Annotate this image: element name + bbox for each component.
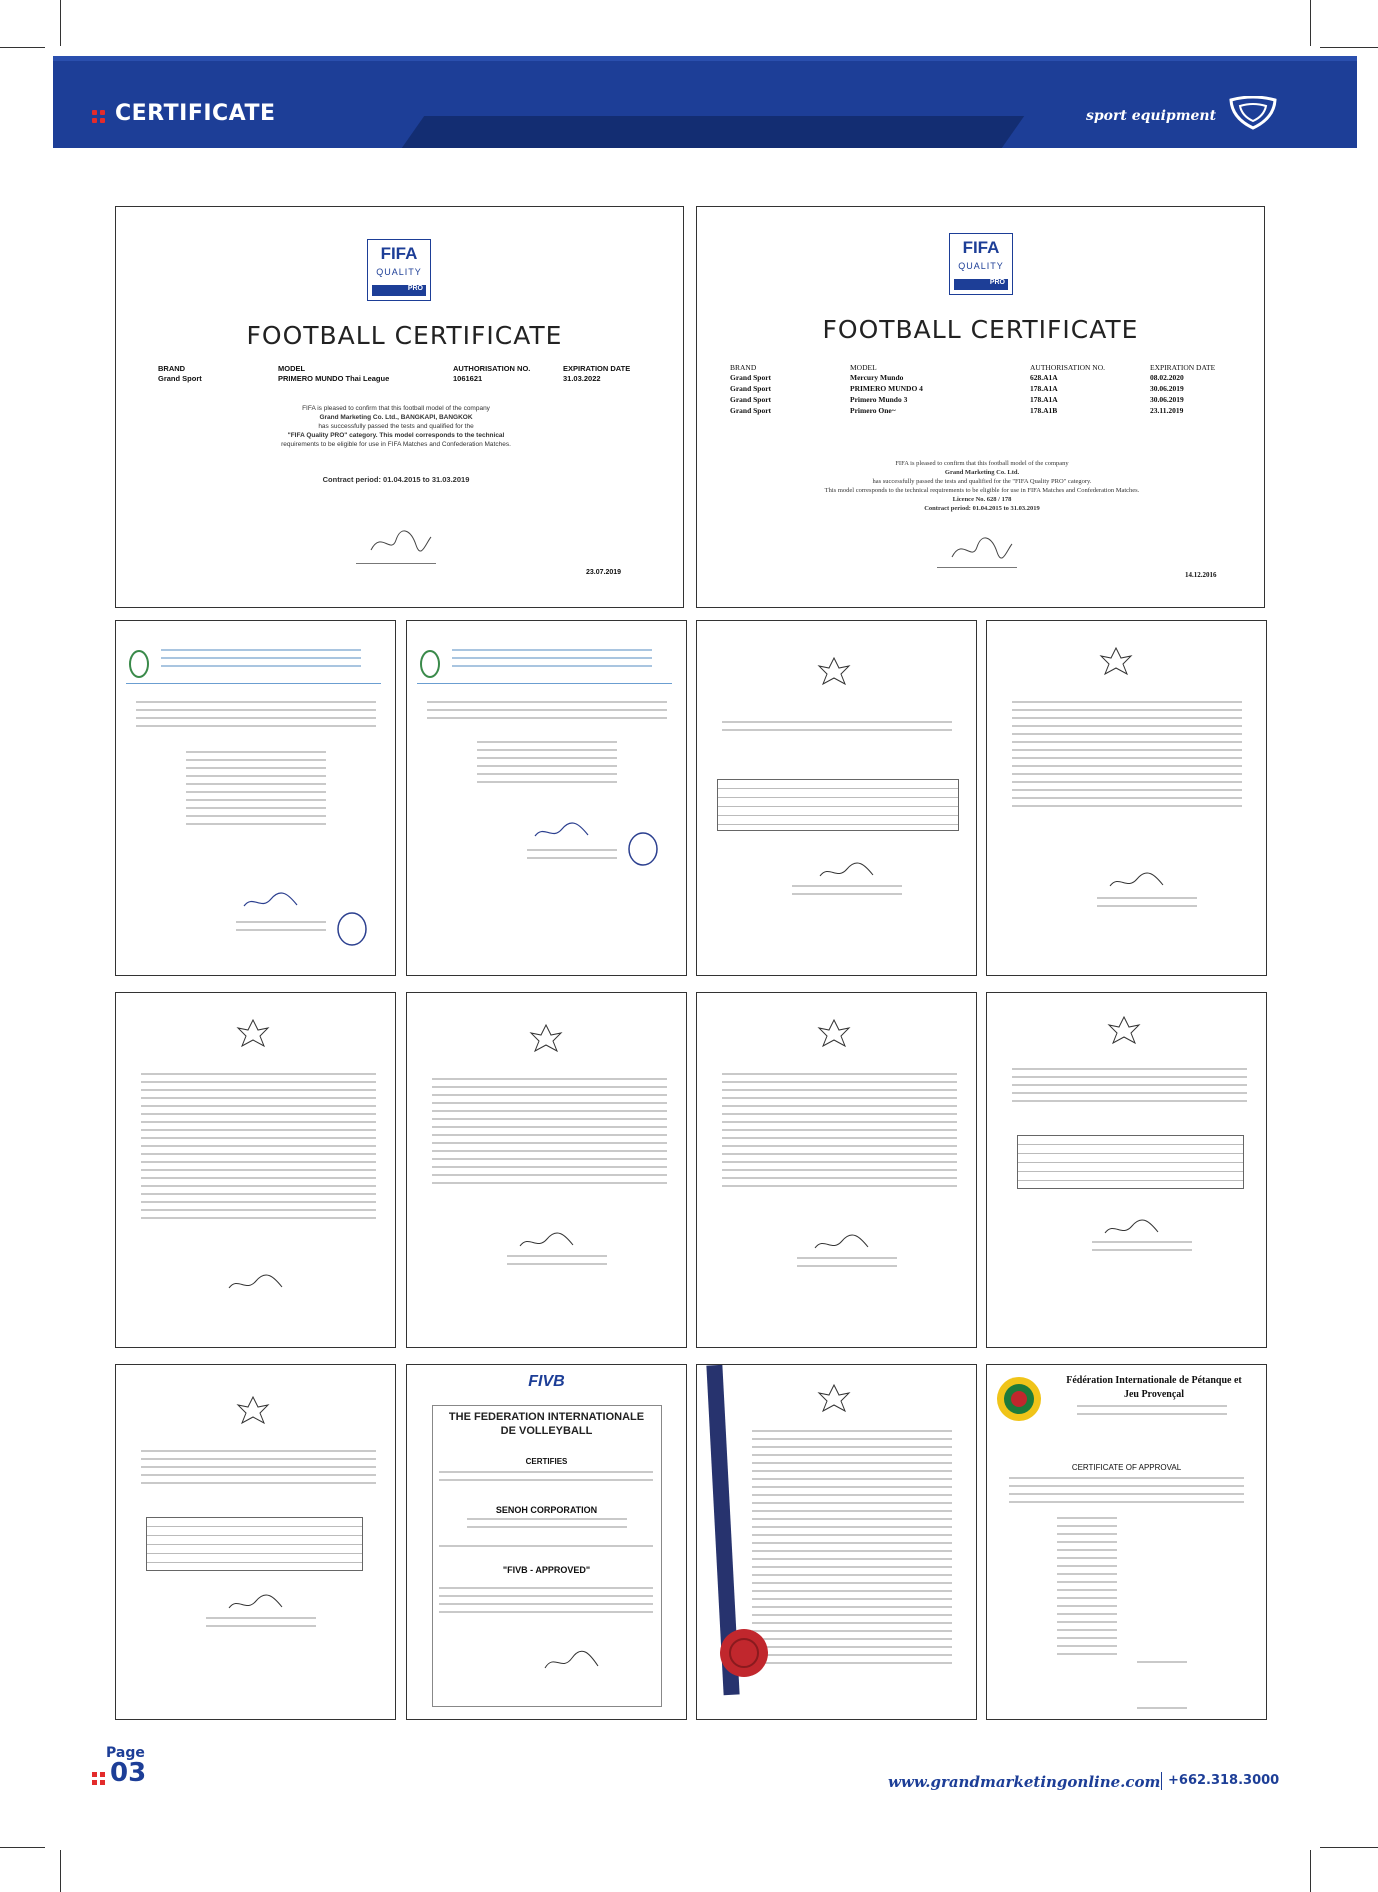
garuda-emblem-icon	[529, 1023, 563, 1053]
wax-seal-icon	[717, 1625, 771, 1681]
petanque-title-2: Jeu Provençal	[1123, 1389, 1185, 1400]
signature-line	[937, 567, 1017, 568]
petanque-heading: CERTIFICATE OF APPROVAL	[1071, 1463, 1182, 1472]
cell-expiration: 08.02.2020	[1150, 373, 1184, 382]
fifa-quality-pro-logo	[367, 239, 431, 301]
fivb-title-2: DE VOLLEYBALL	[500, 1425, 593, 1437]
col-brand: BRAND	[730, 363, 757, 372]
bullet-dots-icon	[92, 110, 106, 124]
thai-letter-9	[115, 1364, 396, 1720]
signatory-lines	[1092, 1241, 1192, 1257]
signatory-lines	[527, 849, 617, 865]
letter-body	[141, 1450, 376, 1490]
fivb-body	[439, 1471, 653, 1487]
thai-letter-4	[986, 620, 1267, 976]
letter-body	[722, 721, 952, 737]
garuda-emblem-icon	[817, 656, 851, 686]
letter-body	[1012, 701, 1242, 813]
letter-list	[477, 741, 617, 789]
signature-image	[817, 861, 877, 883]
fifa-label: FIFA	[380, 244, 418, 263]
issue-date: 14.12.2016	[1185, 571, 1217, 579]
table-row	[730, 395, 1230, 406]
garuda-emblem-icon	[1107, 1015, 1141, 1045]
col-model: MODEL	[850, 363, 877, 372]
association-seal-icon	[128, 649, 150, 679]
grand-sport-logo-icon	[1228, 96, 1278, 130]
petanque-body	[1009, 1477, 1244, 1509]
seal-stamp-icon	[627, 831, 659, 867]
contract-period: Contract period: 01.04.2015 to 31.03.2019	[924, 505, 1040, 512]
fivb-body	[439, 1545, 653, 1553]
cell-authorisation: 1061621	[453, 374, 483, 383]
page-number: 03	[110, 1758, 147, 1788]
body-line: has successfully passed the tests and qualified for the	[318, 423, 474, 430]
bullet-dots-icon	[92, 1772, 106, 1786]
col-brand: BRAND	[158, 364, 186, 373]
letter-body	[136, 701, 376, 733]
crop-mark	[0, 1847, 45, 1848]
body-line: "FIFA Quality PRO" category. This model corresponds to the technical	[287, 432, 505, 439]
cell-authorisation: 628.A1A	[1030, 373, 1058, 382]
thai-letter-6	[406, 992, 687, 1348]
table-row	[730, 406, 1230, 417]
fivb-company: SENOH CORPORATION	[495, 1505, 598, 1515]
fivb-title-1: THE FEDERATION INTERNATIONALE	[448, 1411, 645, 1423]
table-row	[730, 373, 1230, 384]
signatory-lines	[206, 1617, 316, 1633]
website-link[interactable]: www.grandmarketingonline.com	[888, 1773, 1161, 1791]
certificate-title: FOOTBALL CERTIFICATE	[246, 321, 563, 350]
footer-divider	[1161, 1772, 1162, 1790]
divider	[126, 683, 381, 684]
fivb-products	[467, 1518, 627, 1534]
signature-image	[366, 525, 436, 561]
cell-authorisation: 178.A1B	[1030, 406, 1058, 415]
crop-mark	[1320, 1847, 1378, 1848]
thai-letter-2	[406, 620, 687, 976]
signature-image	[517, 1231, 577, 1253]
cell-expiration: 30.06.2019	[1150, 395, 1184, 404]
page-title: CERTIFICATE	[115, 101, 276, 126]
fifa-quality-pro-logo	[949, 233, 1013, 295]
contract-period: Contract period: 01.04.2015 to 31.03.2019	[322, 475, 470, 484]
body-line: requirements to be eligible for use in FIFA Matches and Confederation Matches.	[281, 441, 511, 448]
petanque-signatory	[1137, 1661, 1187, 1669]
thai-certificate-with-ribbon	[696, 1364, 977, 1720]
cell-brand: Grand Sport	[730, 373, 772, 382]
fifa-label: FIFA	[962, 238, 1000, 257]
signature-image	[226, 1273, 286, 1295]
garuda-emblem-icon	[817, 1018, 851, 1048]
cell-brand: Grand Sport	[730, 395, 772, 404]
garuda-emblem-icon	[236, 1395, 270, 1425]
petanque-address	[1077, 1405, 1227, 1421]
thai-letter-8	[986, 992, 1267, 1348]
col-model: MODEL	[278, 364, 306, 373]
garuda-emblem-icon	[236, 1018, 270, 1048]
col-expiration: EXPIRATION DATE	[563, 364, 631, 373]
petanque-title-1: Fédération Internationale de Pétanque et	[1066, 1375, 1242, 1386]
garuda-emblem-icon	[1099, 646, 1133, 676]
product-table	[717, 779, 959, 831]
body-line: This model corresponds to the technical requirements to be eligible for use in FIFA Matches and Confederation Matches.	[824, 487, 1140, 494]
col-expiration: EXPIRATION DATE	[1150, 363, 1216, 372]
cell-expiration: 30.06.2019	[1150, 384, 1184, 393]
fivb-logo: FIVB	[528, 1373, 565, 1390]
signature-image	[1102, 1218, 1162, 1240]
petanque-product-list	[1057, 1517, 1117, 1661]
signature-image	[947, 532, 1017, 568]
certificate-title: FOOTBALL CERTIFICATE	[822, 315, 1139, 344]
fivb-certificate	[406, 1364, 687, 1720]
certificate-table	[158, 364, 638, 384]
cell-model: Primero One~	[850, 406, 896, 415]
signature-image	[532, 821, 592, 843]
signature-image	[812, 1233, 872, 1255]
letter-list	[186, 751, 326, 831]
thai-letter-1	[115, 620, 396, 976]
crop-mark	[1310, 1850, 1311, 1892]
signature-image	[542, 1650, 602, 1676]
letter-body	[432, 1078, 667, 1190]
cell-expiration: 31.03.2022	[563, 374, 601, 383]
fifa-certificate-mundo	[696, 206, 1265, 608]
fipjp-logo-icon	[995, 1375, 1043, 1423]
header-tagline: sport equipment	[1086, 108, 1217, 124]
cell-brand: Grand Sport	[158, 374, 202, 383]
col-authorisation: AUTHORISATION NO.	[1030, 363, 1105, 372]
letter-body	[141, 1073, 376, 1225]
signature-image	[241, 891, 301, 913]
signatory-lines	[236, 921, 326, 937]
col-authorisation: AUTHORISATION NO.	[453, 364, 531, 373]
cell-model: PRIMERO MUNDO Thai League	[278, 374, 390, 383]
petanque-certificate	[986, 1364, 1267, 1720]
table-row	[730, 384, 1230, 395]
crop-mark	[1320, 47, 1378, 48]
cell-brand: Grand Sport	[730, 406, 772, 415]
divider	[417, 683, 672, 684]
signature-line	[356, 563, 436, 564]
certificate-body	[752, 1430, 952, 1670]
cell-authorisation: 178.A1A	[1030, 395, 1058, 404]
letterhead-lines	[161, 649, 361, 673]
quality-label: QUALITY	[376, 267, 422, 277]
signatory-lines	[797, 1257, 897, 1273]
cell-model: Mercury Mundo	[850, 373, 904, 382]
body-line: FIFA is pleased to confirm that this football model of the company	[895, 460, 1069, 467]
body-line: FIFA is pleased to confirm that this football model of the company	[302, 405, 490, 412]
body-line: has successfully passed the tests and qualified for the "FIFA Quality PRO" category.	[872, 478, 1092, 485]
cell-model: PRIMERO MUNDO 4	[850, 384, 923, 393]
letter-body	[427, 701, 667, 725]
licence-number: Licence No. 628 / 178	[952, 496, 1012, 503]
signature-image	[226, 1593, 286, 1615]
signatory-lines	[1097, 897, 1197, 913]
crop-mark	[0, 47, 45, 48]
thai-letter-3	[696, 620, 977, 976]
product-table	[146, 1517, 363, 1571]
letterhead-lines	[452, 649, 652, 673]
fivb-approved: "FIVB - APPROVED"	[502, 1565, 591, 1575]
crop-mark	[60, 1850, 61, 1892]
cell-model: Primero Mundo 3	[850, 395, 908, 404]
thai-letter-5	[115, 992, 396, 1348]
issue-date: 23.07.2019	[586, 569, 622, 576]
association-seal-icon	[419, 649, 441, 679]
company-name: Grand Marketing Co. Ltd.	[944, 469, 1020, 476]
fifa-certificate-thai-league	[115, 206, 684, 608]
seal-stamp-icon	[336, 911, 368, 947]
certificate-body	[196, 404, 596, 449]
company-name: Grand Marketing Co. Ltd., BANGKAPI, BANGKOK	[319, 414, 473, 421]
phone-number: +662.318.3000	[1168, 1773, 1280, 1788]
crop-mark	[1310, 0, 1311, 46]
signatory-lines	[792, 885, 902, 901]
thai-letter-7	[696, 992, 977, 1348]
signature-image	[1107, 871, 1167, 893]
letter-body	[1012, 1068, 1247, 1108]
cell-expiration: 23.11.2019	[1150, 406, 1184, 415]
pro-label: PRO	[372, 285, 426, 296]
page-label: Page	[106, 1745, 145, 1761]
letter-body	[722, 1073, 957, 1193]
product-table	[1017, 1135, 1244, 1189]
fivb-certifies: CERTIFIES	[525, 1457, 568, 1466]
cell-authorisation: 178.A1A	[1030, 384, 1058, 393]
certificate-body	[757, 459, 1207, 513]
garuda-emblem-icon	[817, 1383, 851, 1413]
signatory-lines	[507, 1255, 607, 1271]
crop-mark	[60, 0, 61, 46]
fivb-body	[439, 1587, 653, 1619]
pro-label: PRO	[954, 279, 1008, 290]
certificate-table	[730, 363, 1230, 417]
quality-label: QUALITY	[958, 261, 1004, 271]
petanque-president	[1137, 1707, 1187, 1715]
cell-brand: Grand Sport	[730, 384, 772, 393]
